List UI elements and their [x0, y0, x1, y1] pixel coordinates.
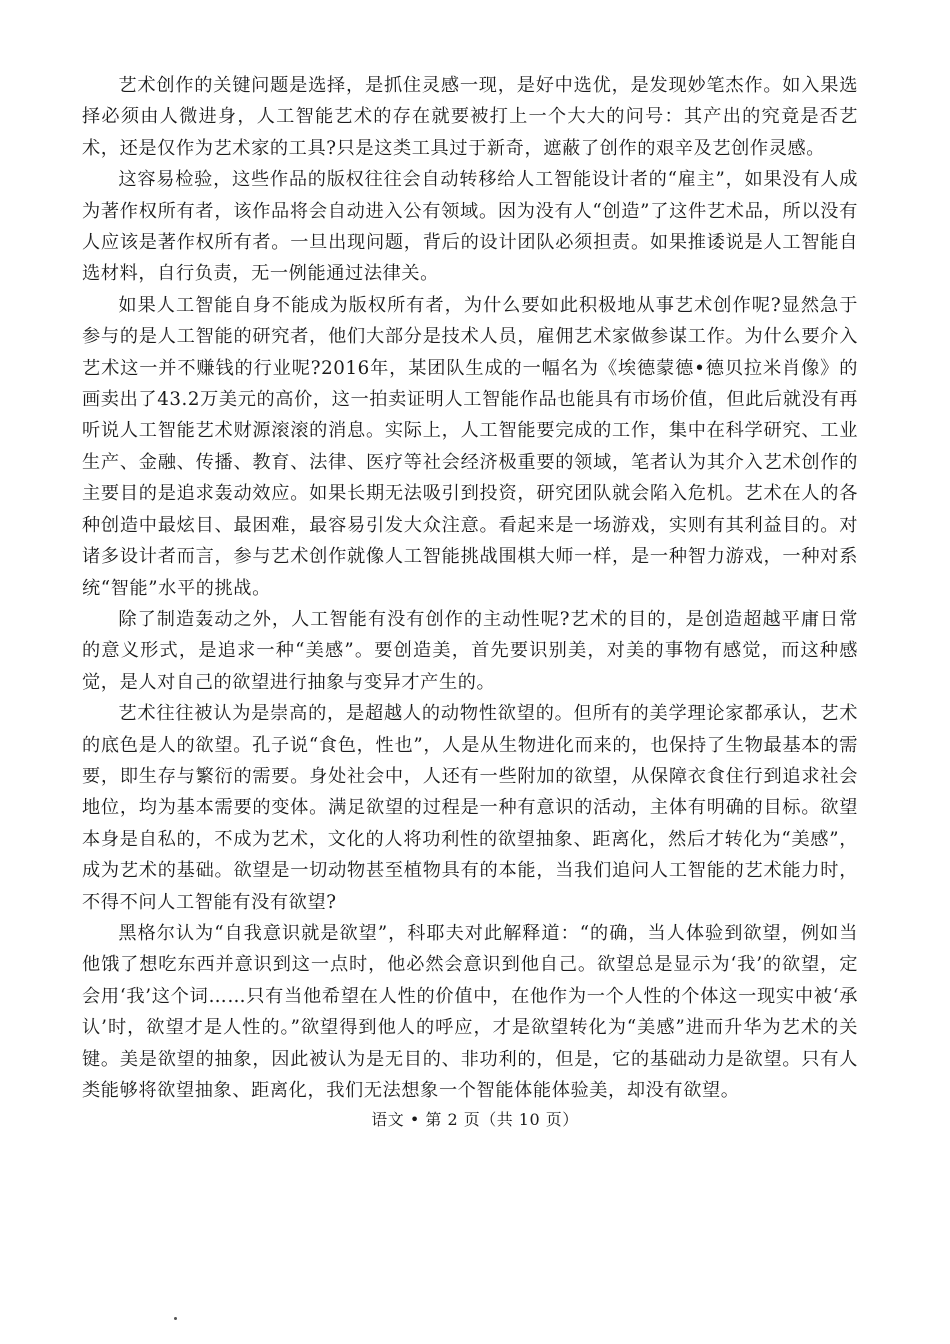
- paragraph-4: 除了制造轰动之外，人工智能有没有创作的主动性呢?艺术的目的，是创造超越平庸日常的意义形式，是追求一种“美感”。要创造美，首先要识别美，对美的事物有感觉，而这种感觉，是人对自己的欲望进行抽象与变异才产生的。: [82, 608, 858, 693]
- article-body: [82, 70, 858, 1106]
- paragraph-5: 艺术往往被认为是崇高的，是超越人的动物性欲望的。但所有的美学理论家都承认，艺术的底色是人的欲望。孔子说“食色，性也”，人是从生物进化而来的，也保持了生物最基本的需要，即生存与繁衍的需要。身处社会中，人还有一些附加的欲望，从保障衣食住行到追求社会地位，均为基本需要的变体。满足欲望的过程是一种有意识的活动，主体有明确的目标。欲望本身是自私的，不成为艺术，文化的人将功利性的欲望抽象、距离化，然后才转化为“美感”，成为艺术的基础。欲望是一切动物甚至植物具有的本能，当我们追问人工智能的艺术能力时，不得不问人工智能有没有欲望?: [82, 703, 858, 913]
- paragraph-6: 黑格尔认为“自我意识就是欲望”，科耶夫对此解释道：“的确，当人体验到欲望，例如当他饿了想吃东西并意识到这一点时，他必然会意识到他自己。欲望总是显示为‘我’的欲望，定会用‘我’这个词……只有当他希望在人性的价值中，在他作为一个人性的个体这一现实中被‘承认’时，欲望才是人性的。”欲望得到他人的呼应，才是欲望转化为“美感”进而升华为艺术的关键。美是欲望的抽象，因此被认为是无目的、非功利的，但是，它的基础动力是欲望。只有人类能够将欲望抽象、距离化，我们无法想象一个智能体能体验美，却没有欲望。: [82, 922, 858, 1101]
- scan-speck: [174, 1317, 177, 1320]
- paragraph-2: 这容易检验，这些作品的版权往往会自动转移给人工智能设计者的“雇主”，如果没有人成为著作权所有者，该作品将会自动进入公有领域。因为没有人“创造”了这件艺术品，所以没有人应该是著作权所有者。一旦出现问题，背后的设计团队必须担责。如果推诿说是人工智能自选材料，自行负责，无一例能通过法律关。: [82, 169, 858, 285]
- paragraph-1: 艺术创作的关键问题是选择，是抓住灵感一现，是好中选优，是发现妙笔杰作。如入果选择必须由人微进身，人工智能艺术的存在就要被打上一个大大的问号：其产出的究竟是否艺术，还是仅作为艺术家的工具?只是这类工具过于新奇，遮蔽了创作的艰辛及艺创作灵感。: [82, 75, 858, 159]
- page-footer: 语文 • 第 2 页（共 10 页）: [371, 1110, 579, 1129]
- paragraph-3: 如果人工智能自身不能成为版权所有者，为什么要如此积极地从事艺术创作呢?显然急于参与的是人工智能的研究者，他们大部分是技术人员，雇佣艺术家做参谋工作。为什么要介入艺术这一并不赚钱的行业呢?2016年，某团队生成的一幅名为《埃德蒙德•德贝拉米肖像》的画卖出了43.2万美元的高价，这一拍卖证明人工智能作品也能具有市场价值，但此后就没有再听说人工智能艺术财源滚滚的消息。实际上，人工智能要完成的工作，集中在科学研究、工业生产、金融、传播、教育、法律、医疗等社会经济极重要的领域，笔者认为其介入艺术创作的主要目的是追求轰动效应。如果长期无法吸引到投资，研究团队就会陷入危机。艺术在人的各种创造中最炫目、最困难，最容易引发大众注意。看起来是一场游戏，实则有其利益目的。对诸多设计者而言，参与艺术创作就像人工智能挑战围棋大师一样，是一种智力游戏，一种对系统“智能”水平的挑战。: [82, 294, 858, 599]
